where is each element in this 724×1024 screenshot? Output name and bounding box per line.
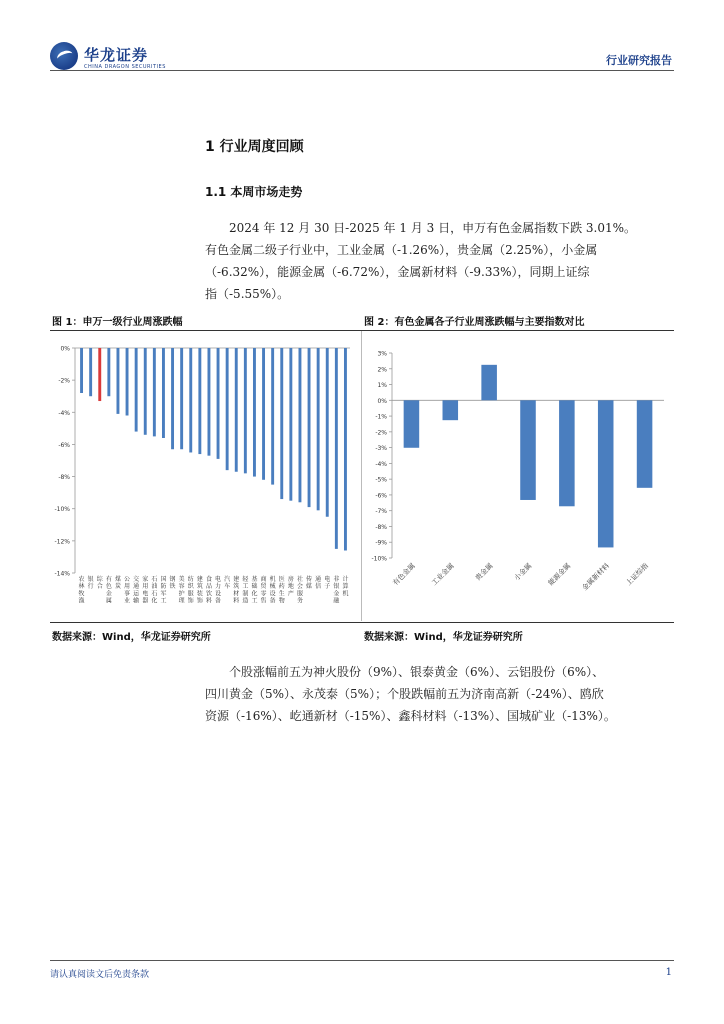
x-tick-label: 车: [224, 583, 231, 591]
x-tick-label: 农: [78, 576, 85, 583]
y-tick-label: 0%: [377, 397, 387, 405]
x-tick-label: 化: [151, 597, 158, 605]
x-tick-label: 通: [315, 576, 322, 583]
bar: [253, 348, 256, 477]
x-tick-label: 用: [142, 583, 149, 591]
x-tick-label: 银: [87, 576, 94, 583]
x-tick-label: 美: [178, 576, 185, 583]
y-tick-label: -10%: [371, 555, 387, 563]
y-tick-label: -2%: [375, 429, 387, 437]
y-tick-label: -6%: [375, 492, 387, 500]
bar: [171, 348, 174, 449]
figure-1-source: 数据来源：Wind，华龙证券研究所: [52, 632, 211, 643]
bar: [335, 348, 338, 549]
x-tick-label: 事: [124, 590, 131, 598]
x-tick-label: 工: [251, 597, 258, 605]
company-logo-icon: [50, 42, 78, 70]
x-tick-label: 纺: [187, 576, 194, 583]
x-tick-label: 渔: [78, 597, 85, 605]
bar: [98, 348, 101, 401]
x-tick-label: 材: [233, 590, 240, 598]
x-tick-label: 钢: [169, 576, 176, 583]
x-tick-label: 行: [87, 583, 94, 591]
bar: [404, 400, 420, 447]
y-tick-label: -4%: [58, 409, 70, 417]
x-tick-label: 公: [124, 576, 131, 583]
x-tick-label: 算: [342, 583, 349, 591]
x-tick-label: 金: [333, 590, 340, 598]
bar: [162, 348, 165, 438]
bar: [598, 400, 614, 547]
paragraph-line: 有色金属二级子行业中，工业金属（-1.26%），贵金属（2.25%），小金属: [205, 243, 598, 257]
industry-weekly-return-chart: [50, 335, 355, 620]
bar: [298, 348, 301, 502]
x-tick-label: 家: [142, 576, 149, 583]
y-tick-label: 2%: [377, 366, 387, 374]
company-name-cn: 华龙证券: [84, 46, 149, 64]
y-tick-label: -12%: [54, 538, 70, 546]
bar: [207, 348, 210, 456]
market-summary-paragraph: [205, 217, 675, 305]
x-tick-label: 设: [269, 590, 276, 598]
x-tick-label: 电: [215, 576, 222, 583]
x-tick-label: 工: [160, 597, 167, 605]
report-type-label: 行业研究报告: [606, 54, 672, 67]
x-tick-label: 筑: [233, 583, 240, 591]
figure-2-title: 图 2：有色金属各子行业周涨跌幅与主要指数对比: [364, 317, 585, 328]
x-tick-label: 汽: [224, 576, 231, 583]
x-tick-label: 传: [306, 576, 313, 583]
figure-top-rule: [50, 330, 674, 331]
bar: [135, 348, 138, 432]
x-tick-label: 综: [96, 576, 103, 583]
x-tick-label: 容: [178, 583, 185, 591]
bar: [180, 348, 183, 449]
y-tick-label: -14%: [54, 570, 70, 578]
y-tick-label: 1%: [377, 382, 387, 390]
company-name-en: CHINA DRAGON SECURITIES: [84, 64, 166, 70]
bar: [226, 348, 229, 470]
x-tick-label: 备: [269, 597, 276, 605]
bar: [244, 348, 247, 473]
x-tick-label: 计: [342, 576, 349, 583]
x-tick-label: 非: [333, 576, 340, 583]
x-tick-label: 油: [151, 583, 158, 591]
x-tick-label: 食: [205, 576, 212, 583]
x-tick-label: 工业金属: [430, 561, 456, 588]
x-tick-label: 生: [278, 590, 285, 598]
x-tick-label: 牧: [78, 590, 85, 598]
bar: [289, 348, 292, 501]
x-tick-label: 媒: [306, 583, 313, 591]
x-tick-label: 贸: [260, 583, 267, 591]
x-tick-label: 属: [105, 597, 112, 605]
x-tick-label: 通: [133, 583, 140, 591]
bar: [107, 348, 110, 396]
bar: [520, 400, 536, 500]
x-tick-label: 饮: [205, 590, 212, 598]
x-tick-label: 国: [160, 576, 167, 583]
figure-2-source: 数据来源：Wind，华龙证券研究所: [364, 632, 523, 643]
bar: [317, 348, 320, 510]
x-tick-label: 贵金属: [474, 561, 495, 583]
x-tick-label: 电: [142, 590, 149, 598]
x-tick-label: 设: [215, 590, 222, 598]
x-tick-label: 用: [124, 583, 131, 591]
x-tick-label: 合: [96, 583, 103, 591]
x-tick-label: 商: [260, 576, 267, 583]
bar: [326, 348, 329, 517]
x-tick-label: 业: [124, 597, 131, 605]
x-tick-label: 服: [187, 590, 194, 598]
x-tick-label: 饰: [196, 597, 203, 605]
bar: [443, 400, 459, 420]
stock-movers-paragraph: [205, 661, 675, 727]
subsection-heading: 1.1 本周市场走势: [205, 185, 303, 199]
bar: [126, 348, 129, 416]
x-tick-label: 色: [105, 583, 112, 591]
paragraph-line: 2024 年 12 月 30 日-2025 年 1 月 3 日，申万有色金属指数下跌 3.01%。: [229, 221, 637, 235]
x-tick-label: 有色金属: [391, 561, 417, 588]
x-tick-label: 品: [205, 583, 212, 591]
y-tick-label: 0%: [60, 345, 70, 353]
footer-divider: [50, 960, 674, 961]
x-tick-label: 械: [269, 583, 276, 591]
x-tick-label: 药: [278, 583, 285, 591]
y-tick-label: -9%: [375, 539, 387, 547]
x-tick-label: 饰: [187, 597, 194, 605]
figure-1-title: 图 1：申万一级行业周涨跌幅: [52, 317, 183, 328]
x-tick-label: 能源金属: [546, 561, 573, 588]
y-tick-label: -5%: [375, 476, 387, 484]
paragraph-line: 指（-5.55%）。: [205, 287, 290, 301]
x-tick-label: 制: [242, 590, 249, 598]
header-divider: [50, 70, 674, 71]
bar: [144, 348, 147, 435]
x-tick-label: 力: [215, 583, 222, 591]
x-tick-label: 化: [251, 590, 258, 598]
x-tick-label: 机: [269, 576, 276, 583]
x-tick-label: 建: [196, 576, 203, 583]
x-tick-label: 机: [342, 590, 349, 598]
x-tick-label: 小金属: [512, 561, 534, 583]
x-tick-label: 房: [287, 576, 294, 583]
x-tick-label: 信: [315, 583, 322, 591]
page-number: 1: [665, 967, 672, 978]
x-tick-label: 基: [251, 576, 258, 583]
x-tick-label: 军: [160, 590, 167, 598]
bar: [235, 348, 238, 472]
figure-divider: [361, 331, 362, 621]
y-tick-label: -7%: [375, 508, 387, 516]
y-tick-label: -8%: [375, 523, 387, 531]
x-tick-label: 银: [333, 583, 340, 591]
x-tick-label: 服: [296, 590, 303, 598]
x-tick-label: 铁: [169, 583, 176, 591]
bar: [344, 348, 347, 551]
bar: [271, 348, 274, 485]
x-tick-label: 工: [242, 583, 249, 591]
x-tick-label: 物: [278, 597, 285, 605]
bar: [89, 348, 92, 396]
x-tick-label: 石: [151, 576, 158, 583]
paragraph-line: 四川黄金（5%）、永茂泰（5%）；个股跌幅前五为济南高新（-24%）、鸥欣: [205, 687, 604, 701]
x-tick-label: 织: [187, 583, 194, 591]
y-tick-label: 3%: [377, 350, 387, 358]
x-tick-label: 有: [105, 576, 112, 583]
bar: [559, 400, 575, 506]
bar: [189, 348, 192, 452]
x-tick-label: 理: [178, 597, 185, 605]
x-tick-label: 金: [105, 590, 112, 598]
bar: [308, 348, 311, 507]
x-tick-label: 造: [242, 597, 249, 605]
x-tick-label: 器: [142, 597, 149, 605]
x-tick-label: 售: [260, 597, 267, 605]
x-tick-label: 林: [78, 583, 85, 591]
x-tick-label: 础: [251, 583, 258, 591]
x-tick-label: 炭: [114, 583, 121, 591]
y-tick-label: -1%: [375, 413, 387, 421]
x-tick-label: 运: [133, 590, 140, 598]
x-tick-label: 会: [296, 583, 303, 591]
x-tick-label: 输: [133, 597, 140, 605]
bar: [280, 348, 283, 499]
y-tick-label: -3%: [375, 445, 387, 453]
x-tick-label: 金属新材料: [580, 561, 612, 593]
y-tick-label: -8%: [58, 474, 70, 482]
disclaimer-note: 请认真阅读文后免责条款: [50, 970, 150, 980]
paragraph-line: （-6.32%），能源金属（-6.72%），金属新材料（-9.33%），同期上证综: [205, 265, 590, 279]
x-tick-label: 石: [151, 590, 158, 598]
figure-bottom-rule: [50, 622, 674, 623]
nonferrous-subindustry-return-chart: [364, 335, 674, 620]
bar: [116, 348, 119, 414]
x-tick-label: 筑: [196, 583, 203, 591]
x-tick-label: 交: [133, 576, 140, 583]
x-tick-label: 融: [333, 597, 340, 605]
bar: [80, 348, 83, 393]
x-tick-label: 电: [324, 576, 331, 583]
x-tick-label: 轻: [242, 576, 249, 583]
x-tick-label: 防: [160, 583, 167, 591]
x-tick-label: 煤: [114, 576, 121, 583]
x-tick-label: 产: [287, 590, 294, 598]
bar: [217, 348, 220, 459]
x-tick-label: 备: [215, 597, 222, 605]
bar: [481, 365, 497, 400]
y-tick-label: -2%: [58, 377, 70, 385]
bar: [637, 400, 653, 488]
x-tick-label: 社: [296, 576, 303, 583]
x-tick-label: 料: [205, 597, 212, 605]
x-tick-label: 料: [233, 597, 240, 605]
x-tick-label: 上证综指: [624, 561, 650, 588]
bar: [198, 348, 201, 454]
x-tick-label: 建: [233, 576, 240, 583]
x-tick-label: 护: [178, 590, 185, 598]
x-tick-label: 子: [324, 583, 331, 591]
y-tick-label: -10%: [54, 506, 70, 514]
x-tick-label: 医: [278, 576, 285, 583]
y-tick-label: -4%: [375, 460, 387, 468]
section-heading: 1 行业周度回顾: [205, 139, 304, 155]
x-tick-label: 装: [196, 590, 203, 598]
paragraph-line: 个股涨幅前五为神火股份（9%）、银泰黄金（6%）、云铝股份（6%）、: [229, 665, 605, 679]
x-tick-label: 地: [287, 583, 294, 591]
y-tick-label: -6%: [58, 441, 70, 449]
x-tick-label: 务: [296, 597, 303, 605]
bar: [262, 348, 265, 480]
paragraph-line: 资源（-16%）、屹通新材（-15%）、鑫科材料（-13%）、国城矿业（-13%）。: [205, 709, 616, 723]
x-tick-label: 零: [260, 590, 267, 598]
bar: [153, 348, 156, 436]
